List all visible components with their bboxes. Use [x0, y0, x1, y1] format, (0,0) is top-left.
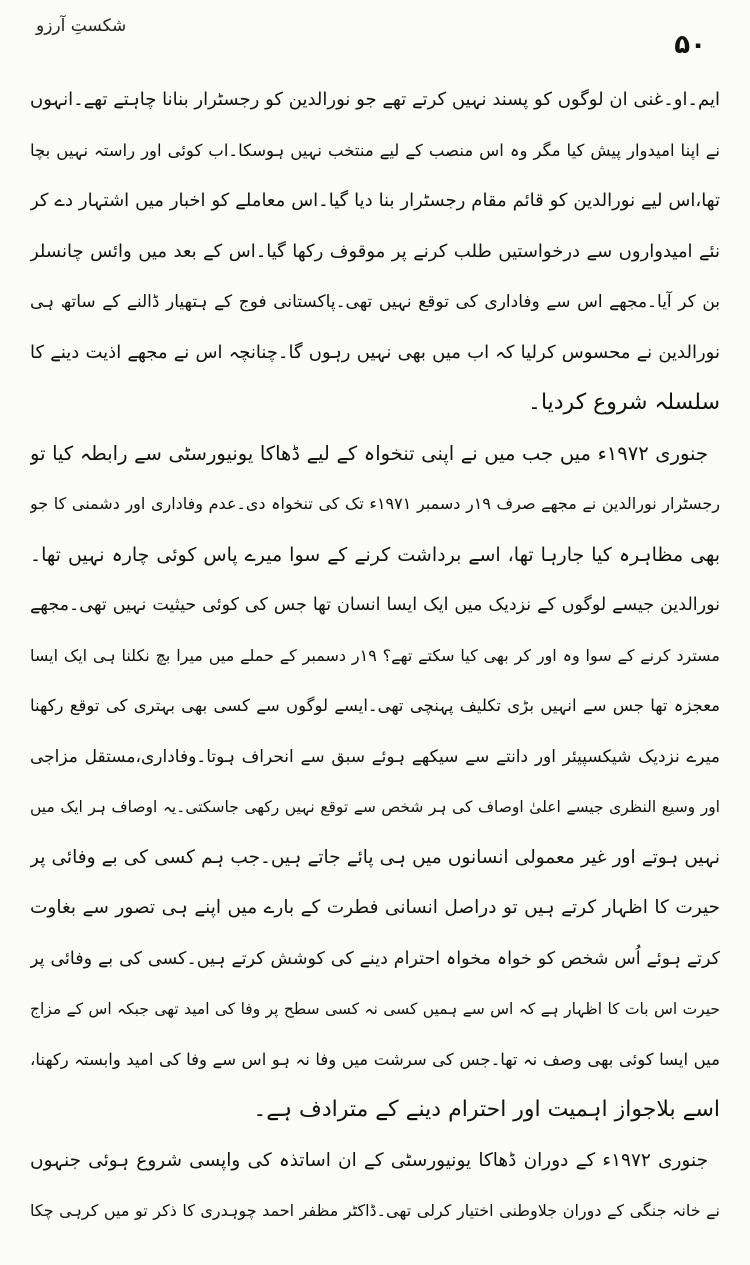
text-line: کرتے ہوئے اُس شخص کو خواہ مخواہ احترام دینے کی کوشش کرتے ہیں۔کسی کی بے وفائی پر: [30, 948, 720, 969]
text-line: معجزہ تھا جس سے انہیں بڑی تکلیف پہنچی تھی۔ایسے لوگوں سے کسی بھی بہتری کی توقع رکھنا: [30, 696, 720, 715]
text-line: مسترد کرنے کے سوا وہ اور کر بھی کیا سکتے تھے؟ ۱۹ر دسمبر کے حملے میں میرا بچ نکلنا ہی ایک ایسا: [30, 645, 720, 665]
text-line: نورالدین جیسے لوگوں کے نزدیک میں ایک ایسا انسان تھا جس کی کوئی حیثیت نہیں تھی۔مجھے: [30, 595, 720, 615]
text-line: حیرت اس بات کا اظہار ہے کہ اس سے ہمیں کسی نہ کسی سطح پر وفا کی امید تھی جبکہ اس کے مزاج: [30, 1000, 720, 1018]
text-line: بن کر آیا۔مجھے اس سے وفاداری کی توقع نہیں تھی۔پاکستانی فوج کے ہتھیار ڈالنے کے ساتھ ہی: [30, 292, 720, 312]
text-line: نے خانہ جنگی کے دوران جلاوطنی اختیار کرلی تھی۔ڈاکٹر مظفر احمد چوہدری کا ذکر تو میں کرہی چکا: [30, 1201, 720, 1220]
text-line: ایم۔او۔غنی ان لوگوں کو پسند نہیں کرتے تھے جو نورالدین کو رجسٹرار بنانا چاہتے تھے۔انہوں: [30, 89, 720, 110]
text-line: میرے نزدیک شیکسپیئر اور دانتے سے سیکھے ہوئے سبق سے انحراف ہوتا۔وفاداری،مستقل مزاجی: [30, 746, 720, 767]
text-line: اور وسیع النظری جیسے اعلیٰ اوصاف کی ہر شخص سے توقع نہیں رکھی جاسکتی۔یہ اوصاف ہر ایک میں: [30, 798, 720, 816]
text-line: اسے بلاجواز اہمیت اور احترام دینے کے مترادف ہے۔: [253, 1097, 720, 1122]
text-line: رجسٹرار نورالدین نے مجھے صرف ۱۹ر دسمبر ۱۹۷۱ء تک کی تنخواہ دی۔عدم وفاداری اور دشمنی کا جو: [30, 494, 720, 513]
text-line: نئے امیدواروں سے درخواستیں طلب کرنے پر موقوف رکھا گیا۔اس کے بعد میں وائس چانسلر: [30, 240, 720, 262]
text-line: نورالدین نے محسوس کرلیا کہ اب میں بھی نہیں رہوں گا۔چنانچہ اس نے مجھے اذیت دینے کا: [30, 341, 720, 363]
text-line: نہیں ہوتے اور غیر معمولی انسانوں میں ہی پائے جاتے ہیں۔جب ہم کسی کی بے وفائی پر: [30, 846, 720, 868]
text-line: جنوری ۱۹۷۲ء میں جب میں نے اپنی تنخواہ کے لیے ڈھاکا یونیورسٹی سے رابطہ کیا تو: [30, 441, 709, 465]
text-line: بھی مظاہرہ کیا جارہا تھا، اسے برداشت کرنے کے سوا میرے پاس کوئی چارہ نہیں تھا۔: [30, 543, 720, 566]
body-text: [30, 75, 720, 1237]
page-number: ۵۰: [674, 30, 706, 60]
text-line: میں ایسا کوئی بھی وصف نہ تھا۔جس کی سرشت میں وفا نہ ہو اس سے وفا کی امید وابستہ رکھنا،: [30, 1049, 720, 1069]
text-line: تھا،اس لیے نورالدین کو قائم مقام رجسٹرار بنا دیا گیا۔اس معاملے کو اخبار میں اشتہار دے کر: [30, 190, 720, 211]
text-line: سلسلہ شروع کردیا۔: [528, 390, 720, 415]
text-line: حیرت کا اظہار کرتے ہیں تو دراصل انسانی فطرت کے بارے میں اپنے ہی تصور سے بغاوت: [30, 897, 720, 918]
text-line: جنوری ۱۹۷۲ء کے دوران ڈھاکا یونیورسٹی کے ان اساتذہ کی واپسی شروع ہوئی جنہوں: [30, 1149, 709, 1171]
text-line: نے اپنا امیدوار پیش کیا مگر وہ اس منصب کے لیے منتخب نہیں ہوسکا۔اب کوئی اور راستہ نہیں بچا: [30, 140, 720, 160]
running-title: شکستِ آرزو: [36, 16, 127, 36]
